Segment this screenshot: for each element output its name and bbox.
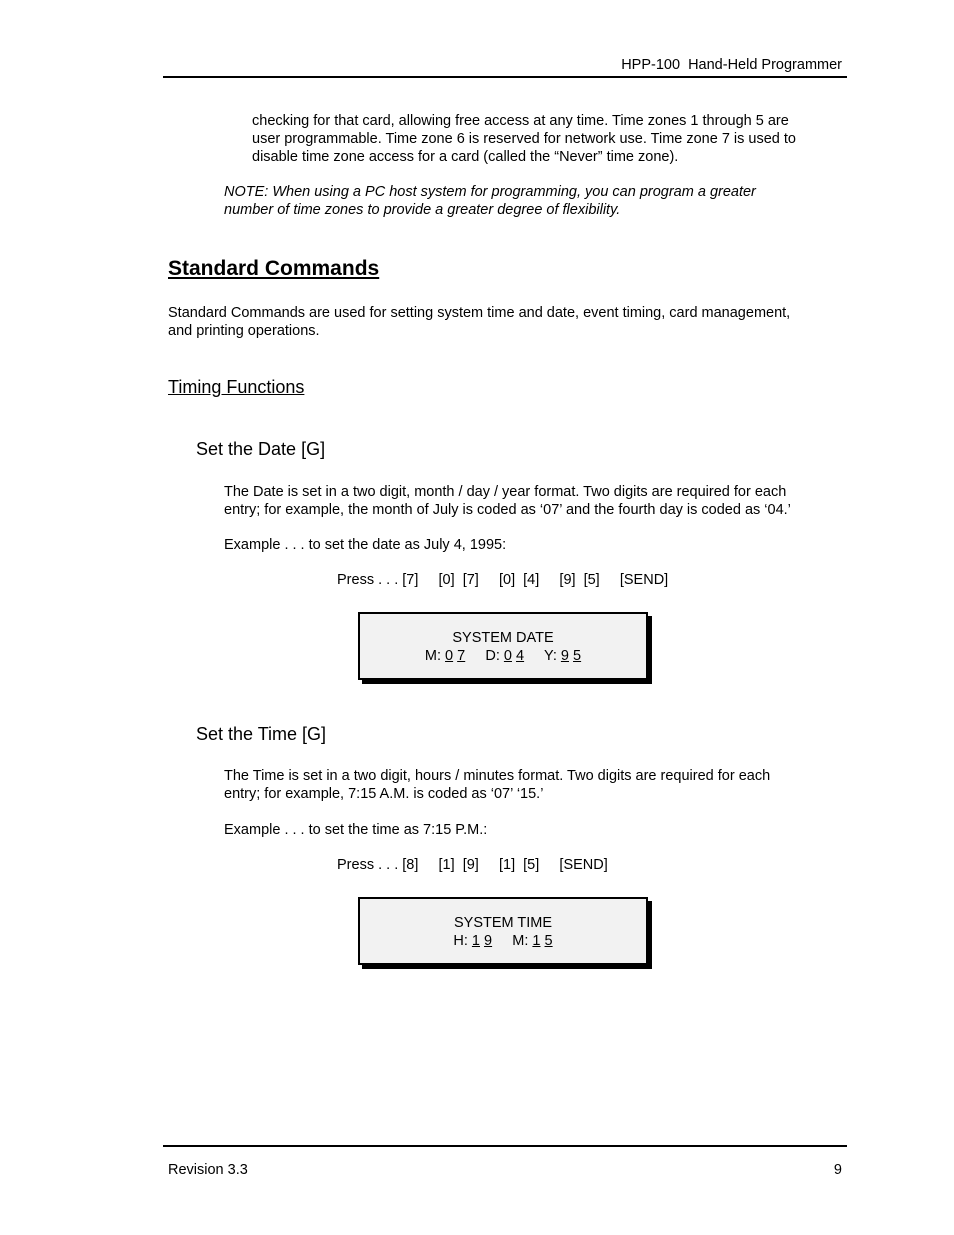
intro-paragraph — [252, 112, 796, 166]
intro-line: checking for that card, allowing free access at any time. Time zones 1 through 5 are — [252, 113, 789, 129]
day-digit: 0 — [503, 648, 512, 664]
day-label: D: — [485, 648, 500, 664]
intro-line: disable time zone access for a card (called the “Never” time zone). — [252, 149, 679, 165]
year-digit: 9 — [560, 648, 569, 664]
date-line: entry; for example, the month of July is coded as ‘07’ and the fourth day is coded as ‘04.’ — [224, 502, 791, 518]
description-line: and printing operations. — [168, 323, 320, 339]
display-title: SYSTEM TIME — [453, 915, 553, 931]
year-label: Y: — [543, 648, 557, 664]
date-line: The Date is set in a two digit, month / day / year format. Two digits are required for each — [224, 484, 787, 500]
date-example: Example . . . to set the date as July 4, 1995: — [224, 537, 507, 553]
year-digit: 5 — [573, 648, 582, 664]
display-title: SYSTEM DATE — [452, 630, 554, 646]
date-description — [224, 483, 791, 519]
note-paragraph — [224, 183, 756, 219]
time-heading: Set the Time [G] — [196, 724, 327, 744]
minute-digit: 5 — [544, 933, 553, 949]
intro-line: user programmable. Time zone 6 is reserved for network use. Time zone 7 is used to — [252, 131, 796, 147]
system-time-display — [358, 897, 648, 965]
day-digit: 4 — [516, 648, 525, 664]
minute-label: M: — [512, 933, 529, 949]
section-description — [168, 304, 790, 340]
page-number: 9 — [833, 1162, 842, 1178]
time-example: Example . . . to set the time as 7:15 P.M.: — [224, 822, 488, 838]
date-heading: Set the Date [G] — [196, 439, 326, 459]
minute-digit: 1 — [532, 933, 541, 949]
note-line: number of time zones to provide a greater degree of flexibility. — [224, 202, 621, 218]
time-line: The Time is set in a two digit, hours / minutes format. Two digits are required for each — [224, 768, 771, 784]
running-header: HPP-100 Hand-Held Programmer — [621, 57, 842, 73]
hour-label: H: — [453, 933, 468, 949]
hour-digit: 9 — [484, 933, 493, 949]
time-description — [224, 767, 770, 803]
header-rule — [163, 76, 847, 78]
system-date-display — [358, 612, 648, 680]
subsection-heading: Timing Functions — [168, 377, 305, 397]
description-line: Standard Commands are used for setting system time and date, event timing, card management, — [168, 305, 791, 321]
display-values — [360, 932, 646, 950]
section-heading: Standard Commands — [168, 257, 380, 280]
date-keypress-sequence: Press . . . [7] [0] [7] [0] [4] [9] [5] [SEND] — [337, 572, 669, 588]
month-digit: 0 — [445, 648, 454, 664]
month-label: M: — [424, 648, 441, 664]
display-values — [360, 647, 646, 665]
time-keypress-sequence: Press . . . [8] [1] [9] [1] [5] [SEND] — [337, 857, 608, 873]
revision-label: Revision 3.3 — [168, 1162, 248, 1178]
time-line: entry; for example, 7:15 A.M. is coded as ‘07’ ‘15.’ — [224, 786, 544, 802]
footer-rule — [163, 1145, 847, 1147]
month-digit: 7 — [457, 648, 466, 664]
hour-digit: 1 — [471, 933, 480, 949]
note-line: NOTE: When using a PC host system for programming, you can program a greater — [224, 184, 756, 200]
